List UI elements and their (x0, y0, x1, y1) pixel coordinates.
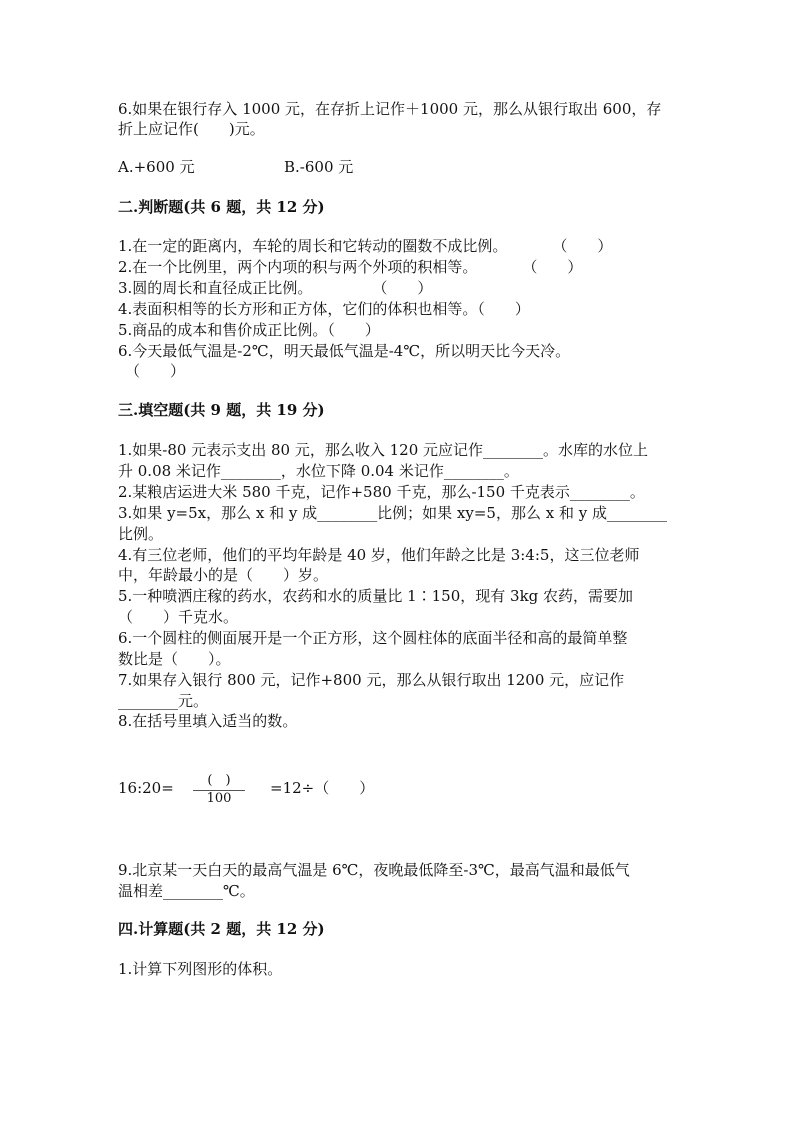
calc-question-1: 1.计算下列图形的体积。 (118, 960, 283, 978)
fill-q9-line-2: 温相差________℃。 (118, 882, 255, 900)
judge-item-6-bracket: （ ） (125, 362, 186, 380)
fill-line: 1.如果-80 元表示支出 80 元，那么收入 120 元应记作________。水库的水位上 (118, 441, 649, 459)
fill-line: 升 0.08 米记作________，水位下降 0.04 米记作________。 (118, 462, 519, 480)
judge-item-4: 4.表面积相等的长方形和正方体，它们的体积也相等。（ ） (118, 300, 530, 318)
judge-item-2: 2.在一个比例里，两个内项的积与两个外项的积相等。 （ ） (118, 258, 583, 276)
fill-line: （ ）千克水。 (118, 608, 239, 626)
ratio-expression-lhs: 16:20= (118, 779, 174, 797)
question-6-line-1: 6.如果在银行存入 1000 元，在存折上记作＋1000 元，那么从银行取出 600，存 (118, 100, 662, 118)
fraction-denominator: 100 (206, 791, 232, 806)
option-a: A.+600 元 (118, 158, 195, 176)
fill-line: 比例。 (118, 525, 164, 543)
fraction-numerator: ( ) (193, 772, 245, 791)
fraction (193, 772, 245, 807)
fill-line: 6.一个圆柱的侧面展开是一个正方形，这个圆柱体的底面半径和高的最简单整 (118, 629, 628, 647)
fill-line: 8.在括号里填入适当的数。 (118, 712, 298, 730)
judge-item-1: 1.在一定的距离内，车轮的周长和它转动的圈数不成比例。 （ ） (118, 237, 613, 255)
fill-line: 7.如果存入银行 800 元，记作+800 元，那么从银行取出 1200 元，应记作 (118, 671, 625, 689)
fill-line: 5.一种喷洒庄稼的药水，农药和水的质量比 1∶150，现有 3kg 农药，需要加 (118, 587, 634, 605)
fill-q9-line-1: 9.北京某一天白天的最高气温是 6℃，夜晚最低降至-3℃，最高气温和最低气 (118, 861, 630, 879)
fill-line: 4.有三位老师，他们的平均年龄是 40 岁，他们年龄之比是 3:4:5，这三位老师 (118, 546, 640, 564)
fill-line: 3.如果 y=5x，那么 x 和 y 成________比例；如果 xy=5，那么 x 和 y 成________ (118, 504, 667, 522)
section-4-title: 四.计算题(共 2 题，共 12 分) (118, 920, 325, 938)
option-b: B.-600 元 (284, 158, 354, 176)
fill-line: 中，年龄最小的是（ ）岁。 (118, 566, 329, 584)
fill-line: 2.某粮店运进大米 580 千克，记作+580 千克，那么-150 千克表示________。 (118, 483, 645, 501)
question-6-line-2: 折上应记作( )元。 (118, 120, 265, 138)
fill-line: 数比是（ ）。 (118, 650, 231, 668)
judge-item-6: 6.今天最低气温是-2℃，明天最低气温是-4℃，所以明天比今天冷。 (118, 342, 571, 360)
judge-item-5: 5.商品的成本和售价成正比例。（ ） (118, 321, 380, 339)
judge-item-3: 3.圆的周长和直径成正比例。 （ ） (118, 279, 433, 297)
section-2-title: 二.判断题(共 6 题，共 12 分) (118, 198, 325, 216)
ratio-expression-rhs: =12÷（ ） (270, 779, 375, 797)
section-3-title: 三.填空题(共 9 题，共 19 分) (118, 401, 325, 419)
fill-line: ________元。 (118, 692, 209, 710)
